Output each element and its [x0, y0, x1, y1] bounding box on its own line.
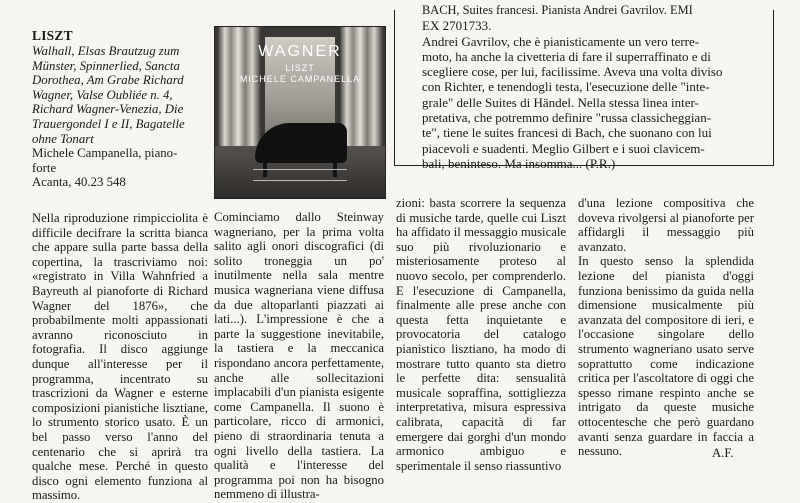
paragraph: Cominciamo dallo Steinway wagneriano, per la prima volta salito agli onori discografici (di solito troneggia un po' inutilmente nella sala mentre musica wagneriana viene diffusa da due altoparlanti piazzati ai lati...). L'impressione è che a parte la suggestione inevitabile, la tastiera e la meccanica rispondano ancora perfettamente, anche alle sollecitazioni implacabili d'un pianista esigente come Campanella. Il suono è particolare, ricco di armonici, pieno di straordinaria tenuta a ogni livello della tastiera. La qualità e l'interesse del programma poi non ha bisogno nemmeno di illustra-	[214, 210, 384, 502]
review-title: LISZT	[32, 28, 73, 43]
record-label: Acanta, 40.23 548	[32, 175, 126, 190]
album-cover	[214, 26, 386, 199]
performer: Michele Campanella, piano- forte	[32, 146, 178, 175]
piano-silhouette	[255, 123, 347, 163]
author-signature: A.F.	[712, 446, 734, 460]
paragraph: d'una lezione compositiva che doveva rivolgersi al pianoforte per affidargli il messaggio più avanzato.	[578, 196, 754, 254]
bach-review	[422, 3, 764, 171]
article-column-1	[32, 211, 208, 503]
bach-catalog: EX 2701733.	[422, 18, 492, 34]
bach-review-header: BACH, Suites francesi. Pianista Andrei Gavrilov. EMI	[422, 3, 693, 17]
cover-title: WAGNER	[258, 43, 342, 60]
article-column-4	[578, 196, 754, 459]
paragraph: zioni: basta scorrere la sequenza di musiche tarde, quelle cui Liszt ha affidato il messaggio musicale suo più rivoluzionario e misteriosamente proteso al nuovo secolo, per comprenderlo. E l'esecuzione di Campanella, finalmente alle prese anche con questa fetta inquietante e provocatoria del catalogo pianistico lisztiano, ha modo di mostrare tutto quanto sta dietro le perfette dita: sensualità musicale sopraffina, sottigliezza interpretativa, misura espressiva calibrata, capacità di far emergere dai gorghi d'un mondo armonico ambiguo e sperimentale il senso riassuntivo	[396, 196, 566, 473]
article-column-2	[214, 210, 384, 502]
article-column-3	[396, 196, 566, 473]
bach-review-text: Andrei Gavrilov, che è pianisticamente un vero terre- moto, ha anche la civetteria di fare il superraffinato e di scegliere cose, per lui, facilissime. Aveva una volta diviso con Richter, e tenendogli testa, l'esecuzione delle "inte- grale" delle Suites di Händel. Nella stessa linea inter- pretativa, che potremmo definire "russa classicheggian- te", tiene le suites francesi di Bach, che suonano con lui piacevoli e suadenti. Meglio Gilbert e i suoi clavicem- bali, beninteso. Ma insomma... (P.R.)	[422, 33, 723, 171]
paragraph: In questo senso la splendida lezione del pianista d'oggi funziona benissimo da guida nella dimensione musicalmente più avanzata del compositore di ieri, e l'occasione singolare dello strumento wagneriano usato serve soprattutto come indicazione critica per l'ascoltatore di oggi che spesso rimane respinto anche se intrigato da queste musiche ottocentesche che però guardano avanti senza guardare in faccia a nessuno.	[578, 254, 754, 459]
cover-subtitle: LISZT MICHELE CAMPANELLA	[239, 63, 361, 84]
cover-fine-print	[253, 169, 347, 181]
work-list: Walhall, Elsas Brautzug zum Münster, Spinnerlied, Sancta Dorothea, Am Grabe Richard Wagner, Valse Oubliée n. 4, Richard Wagner-Venezia, Die Trauergondel I e II, Bagatelle ohne Tonart	[32, 44, 185, 146]
paragraph: Nella riproduzione rimpicciolita è difficile decifrare la scritta bianca che appare sulla parte bassa della copertina, la trascriviamo noi: «registrato in Villa Wahnfried a Bayreuth al pianoforte di Richard Wagner del 1876», che probabilmente molti appassionati avranno riconosciuto in fotografia. Il disco aggiunge dunque all'interesse per il programma, incentrato su trascrizioni da Wagner e esterne composizioni pianistiche lisztiane, lo strumento storico usato. È un bel passo verso l'anno del centenario che si aprirà tra qualche mese. Perché in questo disco ogni elemento funziona al massimo.	[32, 211, 208, 503]
liszt-review-header	[32, 28, 208, 190]
